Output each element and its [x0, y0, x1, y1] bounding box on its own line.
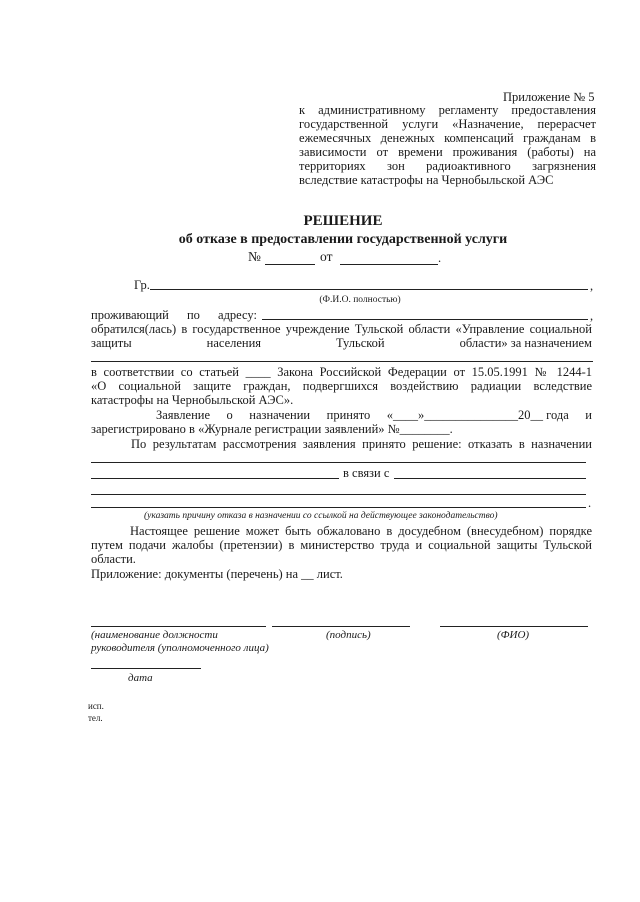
gr-label: Гр. [134, 278, 150, 292]
appendix-line-4: зависимости от времени проживания (работы) на [299, 145, 596, 159]
address-label [91, 308, 257, 322]
appeal-line-2: путем подачи жалобы (претензии) в министерство труда и социальной защиты Тульской [91, 538, 592, 552]
from-label: от [320, 249, 333, 264]
protection-line [91, 336, 592, 350]
protection-word-3: Тульской [336, 336, 385, 350]
appendix-line-6: вследствие катастрофы на Чернобыльской АЭС [299, 173, 554, 187]
statement-word-5: «____»_______________20__ года [386, 408, 569, 422]
protection-word-1: защиты [91, 336, 132, 350]
statement-word-6: и [585, 408, 592, 422]
document-subtitle: об отказе в предоставлении государственной услуги [178, 232, 508, 247]
appendix-line-2: государственной услуги «Назначение, перерасчет [299, 117, 596, 131]
address-word-2: по [186, 308, 200, 322]
purpose-blank [91, 361, 593, 362]
reason-hint: (указать причину отказа в назначении со ссылкой на действующее законодательство) [144, 511, 498, 521]
appeal-line-1: Настоящее решение может быть обжаловано в досудебном (внесудебном) порядке [130, 524, 592, 538]
appendix-line-1: к административному регламенту предоставления [299, 103, 596, 117]
reason-blank-1 [91, 494, 586, 495]
heading-period: . [438, 251, 442, 265]
sign-caption: (подпись) [326, 629, 371, 641]
fio-blank [150, 289, 588, 290]
executor-label: исп. [88, 701, 104, 711]
appendix-line-5: территориях зон радиоактивного загрязнения [299, 159, 596, 173]
fio-hint: (Ф.И.О. полностью) [319, 295, 401, 305]
address-word-3: адресу: [218, 308, 257, 322]
decision-blank-2b [394, 478, 586, 479]
date-blank [340, 264, 438, 265]
appeal-line-3: области. [91, 552, 136, 566]
decision-blank-2a [91, 478, 339, 479]
fio-signature-blank [440, 626, 588, 627]
statement-word-2: о [226, 408, 233, 422]
law-line-2: катастрофы на Чернобыльской АЭС». [91, 393, 294, 407]
fio-caption: (ФИО) [497, 629, 530, 641]
fio-comma: , [590, 279, 594, 293]
due-to-label: в связи с [343, 466, 390, 480]
phone-label: тел. [88, 713, 103, 723]
applied-line: обратился(лась) в государственное учреждение Тульской области «Управление социальной [91, 322, 592, 336]
decision-blank-1 [91, 462, 586, 463]
statement-line [156, 408, 592, 422]
protection-word-4: области» за назначением [459, 336, 592, 350]
document-title: РЕШЕНИЕ [303, 213, 383, 229]
appendix-title: Приложение № 5 [503, 90, 595, 104]
statement-word-1: Заявление [156, 408, 211, 422]
signature-blank [272, 626, 410, 627]
statement-word-3: назначении [249, 408, 311, 422]
position-blank [91, 626, 266, 627]
number-label: № [248, 249, 261, 264]
accordance-line: в соответствии со статьей ____ Закона Российской Федерации от 15.05.1991 № 1244-1 [91, 365, 592, 379]
reason-blank-2 [91, 507, 586, 508]
date-sign-blank [91, 668, 201, 669]
number-blank [265, 264, 315, 265]
registered-line: зарегистрировано в «Журнале регистрации заявлений» №________. [91, 422, 453, 436]
address-word-1: проживающий [91, 308, 169, 322]
law-line-1: «О социальной защите граждан, подвергшихся воздействию радиации вследствие [91, 379, 592, 393]
position-caption-1: (наименование должности [91, 629, 218, 641]
address-blank [262, 319, 588, 320]
reason-period: . [588, 496, 592, 510]
position-caption-2: руководителя (уполномоченного лица) [91, 642, 269, 654]
protection-word-2: населения [206, 336, 262, 350]
address-comma: , [590, 309, 594, 323]
statement-word-4: принято [326, 408, 371, 422]
decision-line: По результатам рассмотрения заявления принято решение: отказать в назначении [131, 437, 592, 451]
attachment-line: Приложение: документы (перечень) на __ лист. [91, 567, 343, 581]
appendix-line-3: ежемесячных денежных компенсаций гражданам в [299, 131, 596, 145]
date-caption: дата [128, 672, 153, 684]
